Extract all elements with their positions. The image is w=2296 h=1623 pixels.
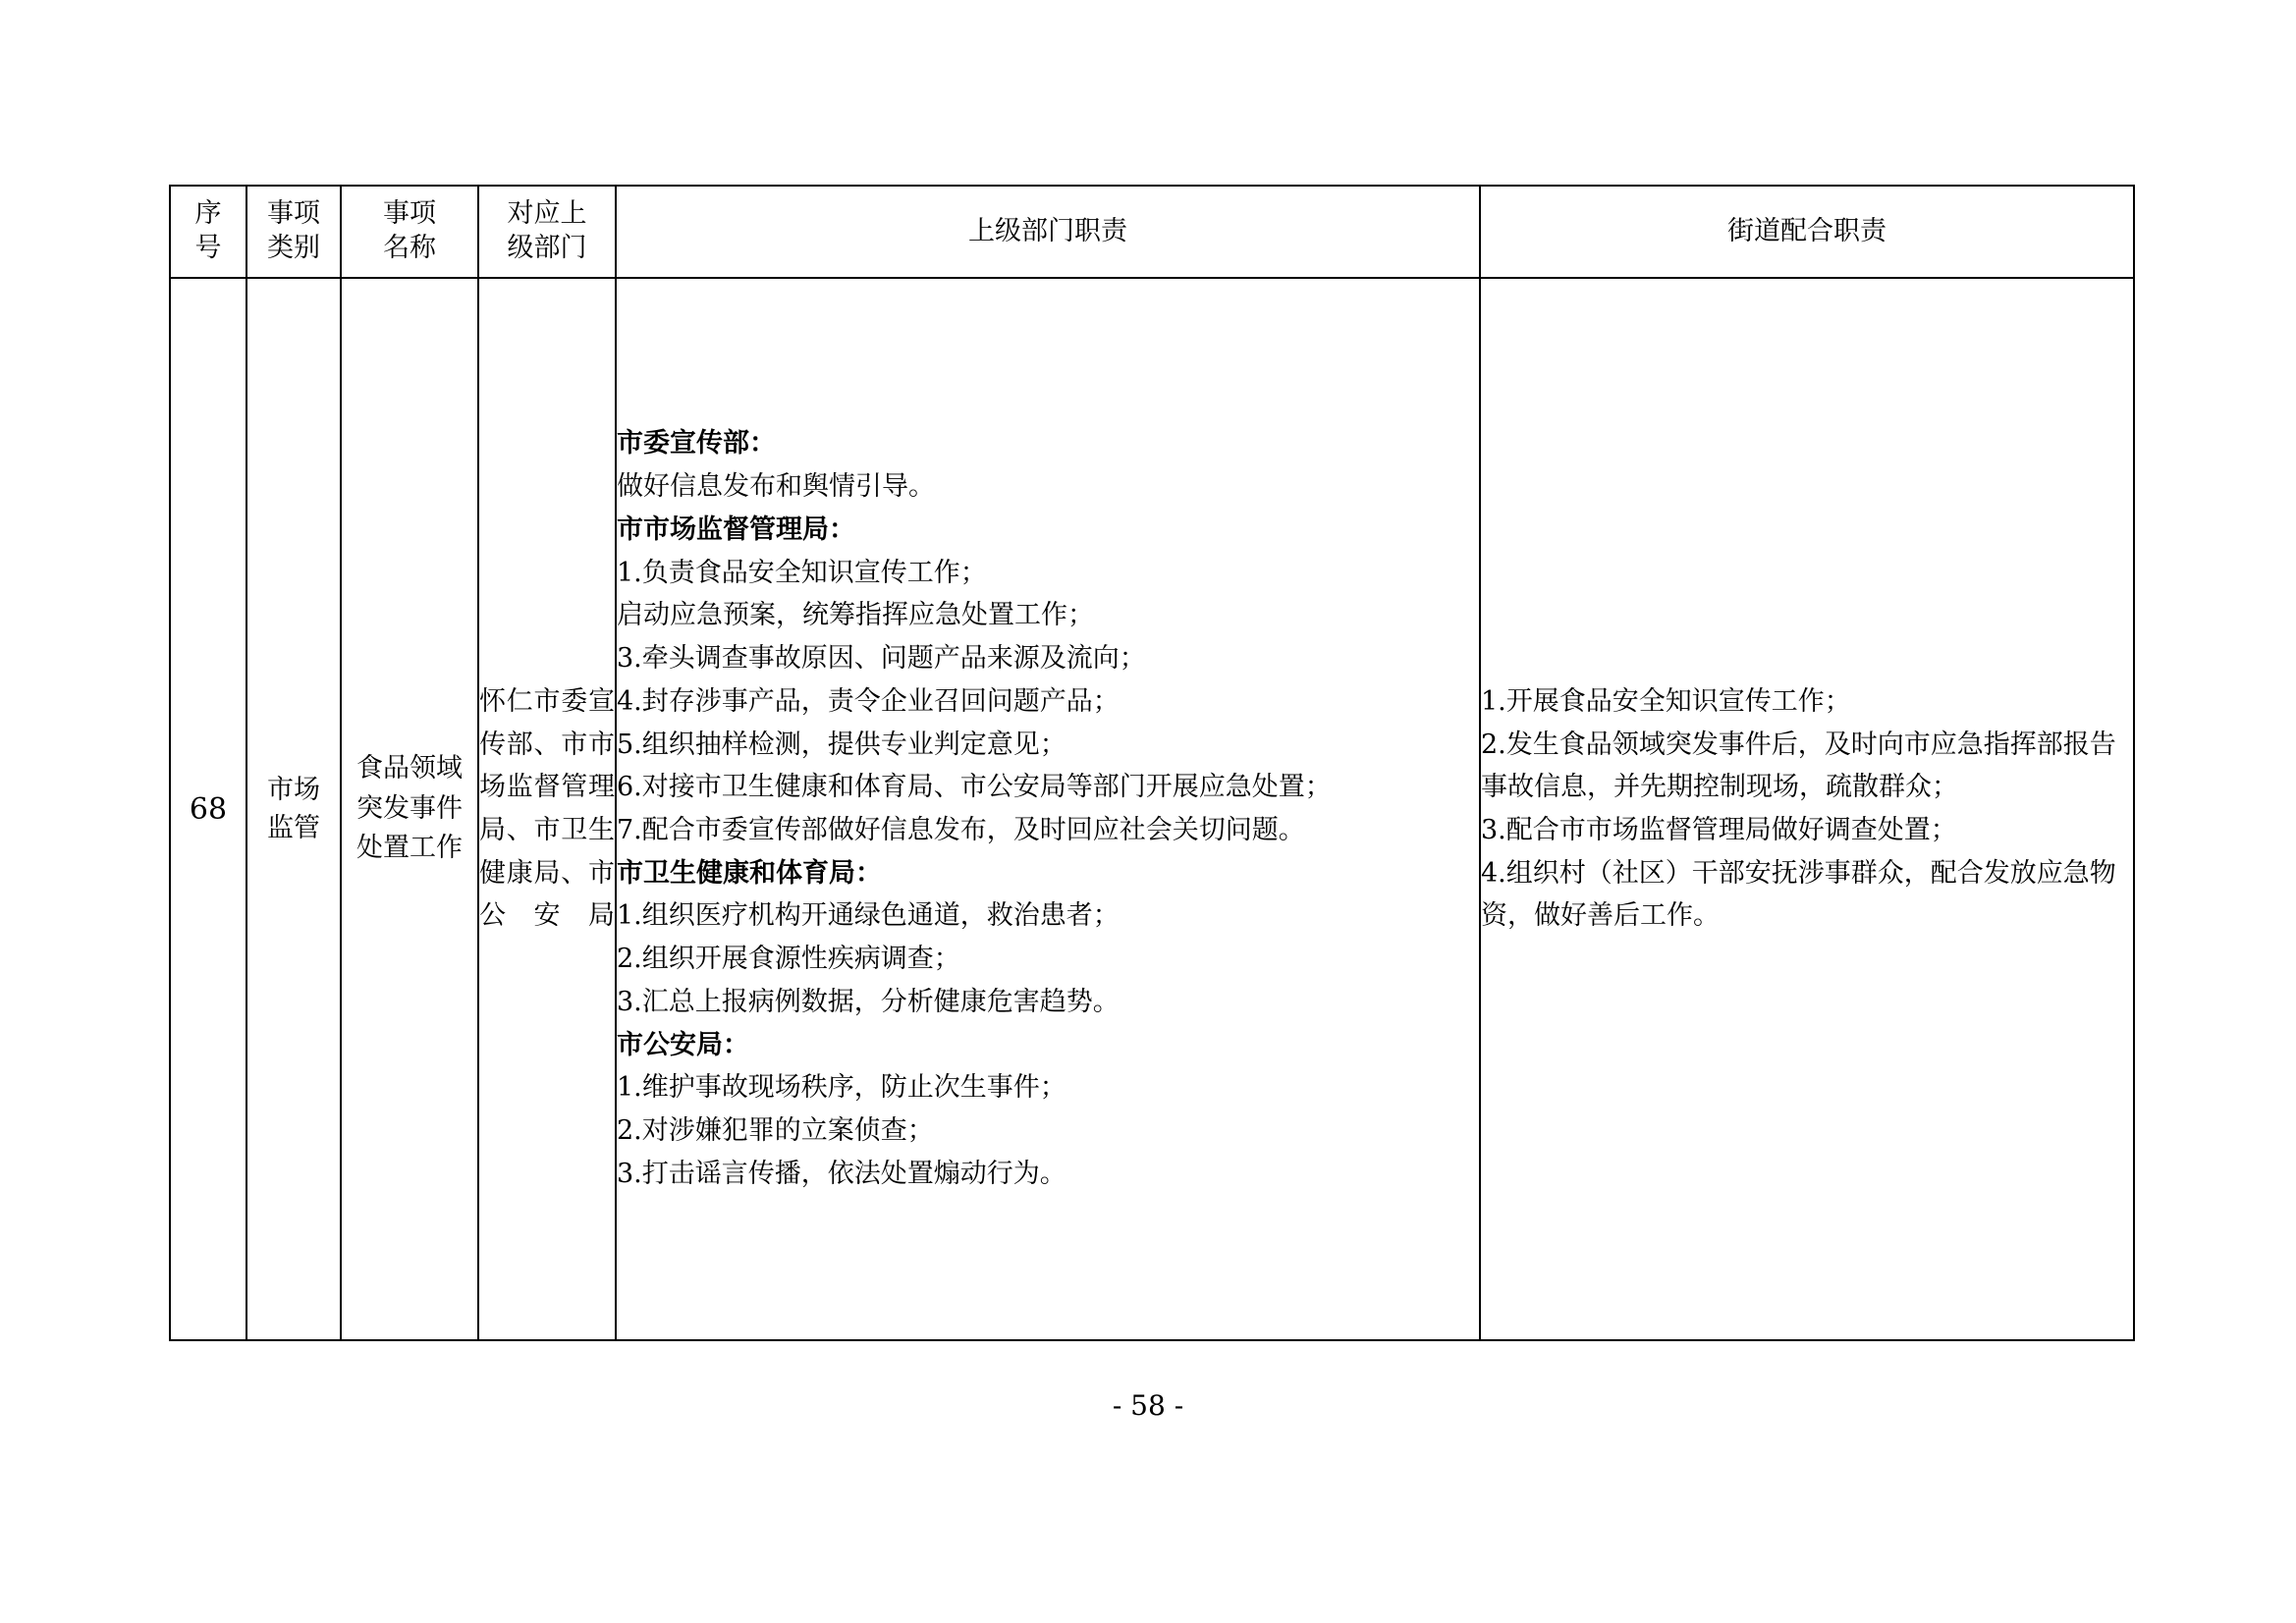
- header-name: [341, 186, 478, 278]
- duty-line: 3.汇总上报病例数据，分析健康危害趋势。: [617, 986, 1120, 1017]
- duty-line: 7.配合市委宣传部做好信息发布，及时回应社会关切问题。: [617, 815, 1305, 845]
- page-number: - 58 -: [1112, 1389, 1184, 1422]
- table-header: [170, 186, 2134, 278]
- cell-category-line2: 监管: [267, 813, 320, 843]
- header-category-line1: 事项: [267, 198, 320, 230]
- street-duty-line: 2.发生食品领域突发事件后，及时向市应急指挥部报告事故信息，并先期控制现场，疏散群众；: [1481, 729, 2116, 803]
- duty-block-propaganda: [617, 422, 1479, 508]
- duty-block-market-supervision: [617, 509, 1479, 852]
- duty-line: 5.组织抽样检测，提供专业判定意见；: [617, 729, 1066, 760]
- header-row: [170, 186, 2134, 278]
- cell-upper-department: [478, 278, 616, 1340]
- header-upper-dept: [478, 186, 616, 278]
- duty-block-health-sports: [617, 852, 1479, 1024]
- duty-block-heading: 市卫生健康和体育局：: [617, 857, 882, 889]
- duty-block-heading: 市市场监督管理局：: [617, 514, 855, 545]
- table-body: [170, 278, 2134, 1340]
- cell-item-name-line3: 处置工作: [356, 833, 463, 864]
- upper-duty-blocks: [617, 422, 1479, 1195]
- header-upper-dept-line1: 对应上: [507, 198, 587, 230]
- cell-upper-duty: [616, 278, 1480, 1340]
- cell-sequence-number: 68: [170, 278, 246, 1340]
- header-seq-line2: 号: [194, 233, 222, 263]
- header-name-line1: 事项: [383, 198, 436, 230]
- street-duty-line: 1.开展食品安全知识宣传工作；: [1481, 685, 1851, 717]
- header-name-line2: 名称: [383, 233, 436, 263]
- duty-line: 4.封存涉事产品，责令企业召回问题产品；: [617, 685, 1120, 717]
- header-upper-duty: 上级部门职责: [616, 186, 1480, 278]
- duty-line: 做好信息发布和舆情引导。: [617, 471, 935, 503]
- cell-item-name: [341, 278, 478, 1340]
- duty-line: 3.牵头调查事故原因、问题产品来源及流向；: [617, 643, 1146, 675]
- cell-street-duty: [1480, 278, 2134, 1340]
- upper-department-text: 怀仁市委宣传部、市市场监督管理局、市卫生健康局、市公安局: [479, 685, 615, 932]
- header-category: [246, 186, 341, 278]
- header-street-duty: 街道配合职责: [1480, 186, 2134, 278]
- duty-block-public-security: [617, 1024, 1479, 1196]
- table-row: [170, 278, 2134, 1340]
- header-seq: [170, 186, 246, 278]
- duty-block-heading: 市公安局：: [617, 1029, 749, 1060]
- duty-block-heading: 市委宣传部：: [617, 428, 776, 460]
- header-upper-dept-line2: 级部门: [507, 233, 587, 263]
- duty-line: 6.对接市卫生健康和体育局、市公安局等部门开展应急处置；: [617, 772, 1332, 803]
- duty-line: 3.打击谣言传播，依法处置煽动行为。: [617, 1158, 1066, 1189]
- cell-item-name-line2: 突发事件: [356, 792, 463, 824]
- duty-line: 2.组织开展食源性疾病调查；: [617, 944, 960, 975]
- responsibility-table: [169, 185, 2135, 1341]
- duty-line: 1.负责食品安全知识宣传工作；: [617, 557, 987, 588]
- duty-line: 启动应急预案，统筹指挥应急处置工作；: [617, 600, 1094, 631]
- street-duty-line: 4.组织村（社区）干部安抚涉事群众，配合发放应急物资，做好善后工作。: [1481, 857, 2116, 932]
- cell-item-name-line1: 食品领域: [356, 753, 463, 784]
- header-category-line2: 类别: [267, 233, 320, 263]
- cell-category-line1: 市场: [267, 774, 320, 805]
- header-seq-line1: 序: [194, 198, 222, 230]
- duty-line: 2.对涉嫌犯罪的立案侦查；: [617, 1115, 934, 1147]
- street-duty-line: 3.配合市市场监督管理局做好调查处置；: [1481, 815, 1957, 845]
- cell-category: [246, 278, 341, 1340]
- duty-line: 1.维护事故现场秩序，防止次生事件；: [617, 1072, 1066, 1104]
- duty-line: 1.组织医疗机构开通绿色通道，救治患者；: [617, 900, 1120, 932]
